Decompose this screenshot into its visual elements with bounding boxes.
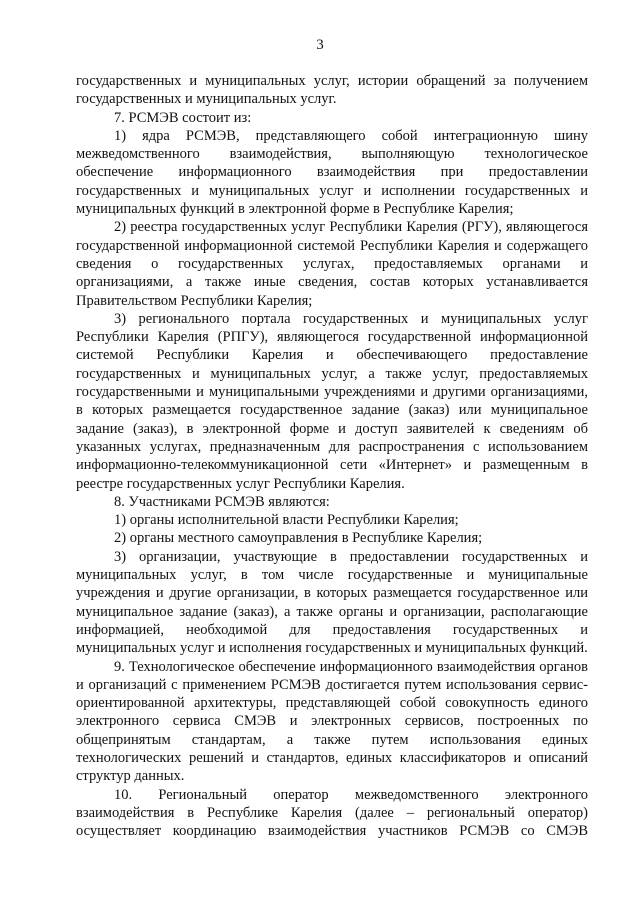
paragraph-item-7-1: 1) ядра РСМЭВ, представляющего собой интеграционную шину межведомственного взаимодействия, выполняющую технологическое обеспечение информационного взаимодействия при предоставлении государственных и муниципальных услуг и исполнении государственных и муниципальных функций в электронной форме в Республике Карелия;	[76, 127, 588, 218]
paragraph-item-8-2: 2) органы местного самоуправления в Республике Карелия;	[114, 530, 483, 547]
document-body	[76, 72, 588, 840]
paragraph-item-7-3: 3) регионального портала государственных и муниципальных услуг Республики Карелия (РПГУ), являющегося государственной информационной системой Республики Карелия и обеспечивающего предоставление государственных и муниципальных услуг, а также услуг, предоставляемых государственными и муниципальными учреждениями и другими организациями, в которых размещается государственное задание (заказ) или муниципальное задание (заказ), в электронной форме и доступ заявителей к сведениям об указанных услугах, предназначенным для распространения с использованием информационно-телекоммуникационной сети «Интернет» и размещенным в реестре государственных услуг Республики Карелия.	[76, 310, 588, 492]
paragraph-item-7-2: 2) реестра государственных услуг Республики Карелия (РГУ), являющегося государственной информационной системой Республики Карелия и содержащего сведения о государственных услугах, предоставляемых органами и организациями, а также иные сведения, состав которых устанавливается Правительством Республики Карелия;	[76, 219, 588, 309]
paragraph-section-9: 9. Технологическое обеспечение информационного взаимодействия органов и организаций с применением РСМЭВ достигается путем использования сервис-ориентированной архитектуры, представляющей собой совокупность единого электронного сервиса СМЭВ и электронных сервисов, построенных по общепринятым стандартам, а также путем использования единых технологических решений и стандартов, единых классификаторов и описаний структур данных.	[76, 658, 588, 785]
page-number: 3	[316, 37, 324, 53]
paragraph-section-10: 10. Региональный оператор межведомственного электронного взаимодействия в Республике Карелия (далее – региональный оператор) осуществляет координацию взаимодействия участников РСМЭВ со СМЭВ	[76, 786, 588, 840]
paragraph-section-7: 7. РСМЭВ состоит из:	[114, 109, 252, 126]
paragraph-continuation: государственных и муниципальных услуг, истории обращений за получением государственных и муниципальных услуг.	[76, 73, 588, 108]
paragraph-item-8-3: 3) организации, участвующие в предоставлении государственных и муниципальных услуг, в том числе государственные и муниципальные учреждения и другие организации, в которых размещается государственное или муниципальное задание (заказ), а также органы и организации, располагающие информацией, необходимой для предоставления государственных и муниципальных услуг и исполнения государственных и муниципальных функций.	[76, 548, 588, 657]
paragraph-section-8: 8. Участниками РСМЭВ являются:	[114, 493, 330, 510]
paragraph-item-8-1: 1) органы исполнительной власти Республики Карелия;	[114, 512, 459, 529]
